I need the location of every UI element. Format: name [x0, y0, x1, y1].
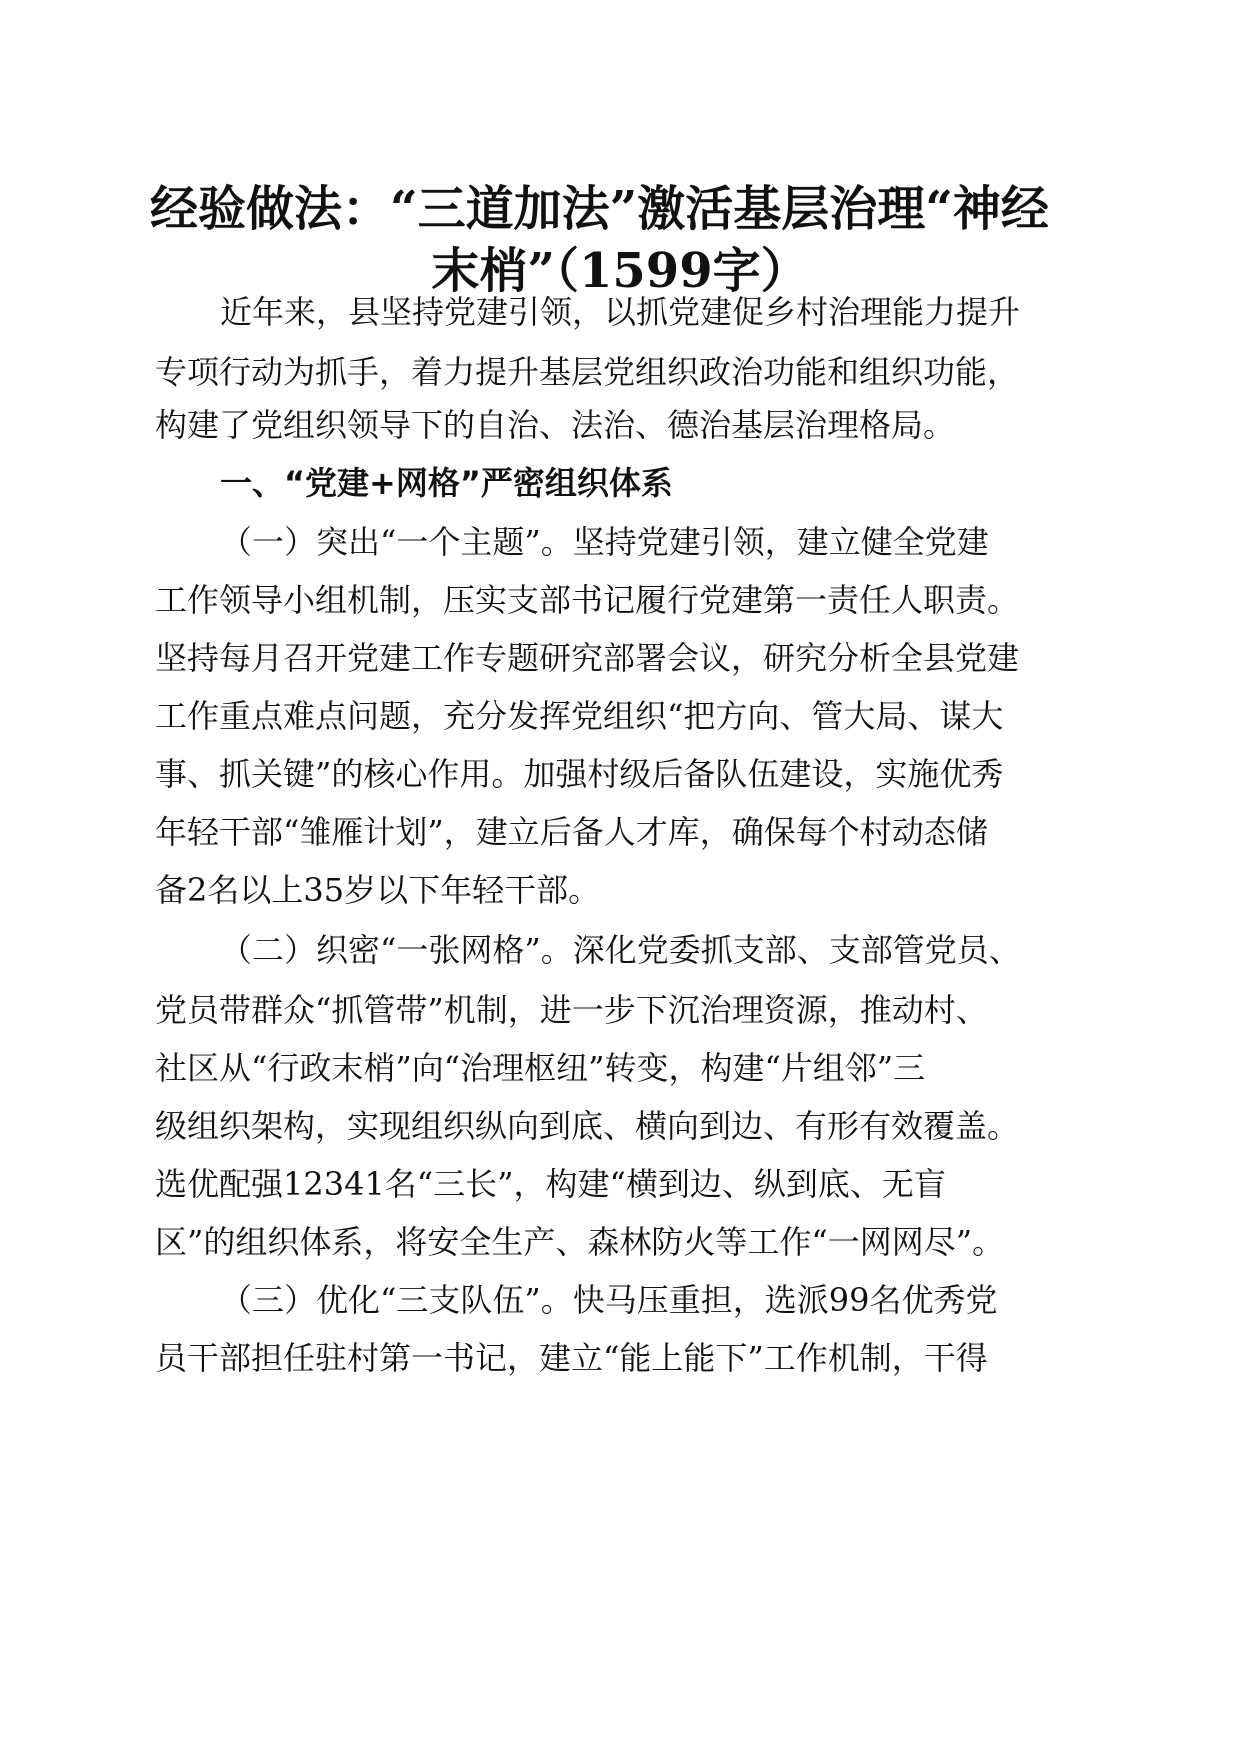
paragraph-line: 工作重点难点问题，充分发挥党组织“把方向、管大局、谋大: [155, 697, 1004, 735]
paragraph-line: （一）突出“一个主题”。坚持党建引领，建立健全党建: [220, 523, 989, 561]
paragraph-line: 专项行动为抓手，着力提升基层党组织政治功能和组织功能，: [155, 353, 1020, 391]
paragraph-line: 坚持每月召开党建工作专题研究部署会议，研究分析全县党建: [155, 639, 1020, 677]
paragraph-line: 社区从“行政末梢”向“治理枢纽”转变，构建“片组邻”三: [155, 1049, 926, 1087]
paragraph-line: 党员带群众“抓管带”机制，进一步下沉治理资源，推动村、: [155, 991, 988, 1029]
paragraph-line: 年轻干部“雏雁计划”，建立后备人才库，确保每个村动态储: [155, 813, 988, 851]
paragraph-line: （三）优化“三支队伍”。快马压重担，选派99名优秀党: [220, 1281, 998, 1319]
paragraph-line: 近年来，县坚持党建引领，以抓党建促乡村治理能力提升: [220, 293, 1021, 331]
paragraph-line: （二）织密“一张网格”。深化党委抓支部、支部管党员、: [220, 931, 1021, 969]
paragraph-line: 级组织架构，实现组织纵向到底、横向到边、有形有效覆盖。: [155, 1107, 1020, 1145]
document-title-line-1: 经验做法：“三道加法”激活基层治理“神经: [150, 181, 1049, 237]
paragraph-line: 工作领导小组机制，压实支部书记履行党建第一责任人职责。: [155, 581, 1020, 619]
section-heading: 一、“党建+网格”严密组织体系: [220, 464, 673, 502]
paragraph-line: 区”的组织体系，将安全生产、森林防火等工作“一网网尽”。: [155, 1223, 1005, 1261]
document-title-line-2: 末梢”（1599字）: [431, 243, 809, 299]
paragraph-line: 事、抓关键”的核心作用。加强村级后备队伍建设，实施优秀: [155, 755, 1004, 793]
paragraph-line: 员干部担任驻村第一书记，建立“能上能下”工作机制，干得: [155, 1339, 988, 1377]
paragraph-line: 选优配强12341名“三长”，构建“横到边、纵到底、无盲: [155, 1165, 946, 1203]
paragraph-line: 构建了党组织领导下的自治、法治、德治基层治理格局。: [155, 406, 956, 444]
paragraph-line: 备2名以上35岁以下年轻干部。: [155, 871, 601, 909]
